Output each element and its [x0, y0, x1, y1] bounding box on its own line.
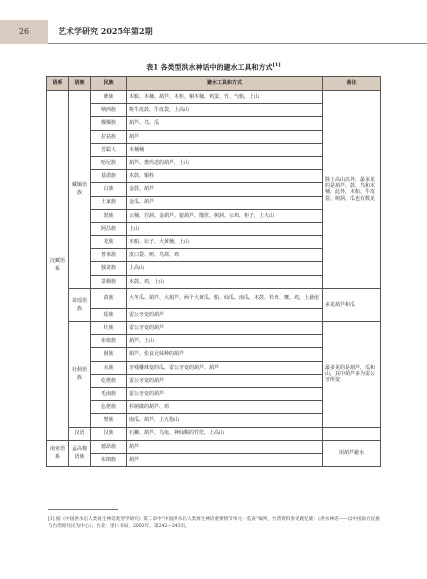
tools-cell: 金鼓、葫芦: [127, 183, 323, 196]
tools-cell: 葫芦、张良兄妹种的葫芦: [127, 348, 323, 361]
ethnicity-cell: 德昂族: [91, 440, 127, 453]
tools-cell: 葫芦: [127, 453, 323, 466]
tools-cell: 葫芦、奥玛送的葫芦，上山: [127, 156, 323, 169]
tools-cell: 杉树做的葫芦、鸡: [127, 401, 323, 414]
col-header-tools: 避水工具和方式: [127, 77, 323, 91]
ethnicity-cell: 汉族: [91, 427, 127, 440]
ethnicity-cell: 土家族: [91, 196, 127, 209]
tools-cell: 木鼓、鸡，上山: [127, 275, 323, 288]
ethnicity-cell: 哈尼族: [91, 156, 127, 169]
notes-cell-zhuangdong: 最多见的是葫芦，瓜和山，其中葫芦多为雷公牙所变: [323, 322, 381, 428]
col-header-notes: 备注: [323, 77, 381, 91]
flood-myth-table: [46, 76, 381, 467]
branch-cell-miaoyao: 苗瑶语族: [69, 288, 91, 321]
tools-cell: 皮口袋、树、鸟窝、鸡: [127, 249, 323, 262]
tools-cell: 葫芦: [127, 440, 323, 453]
ethnicity-cell: 壮族: [91, 322, 127, 335]
branch-cell-zangmian: 藏缅语族: [69, 91, 91, 289]
ethnicity-cell: 普米族: [91, 249, 127, 262]
table-row: [47, 440, 381, 453]
notes-cell-mengao: 用葫芦避水: [323, 440, 381, 466]
col-header-ethnicity: 民族: [91, 77, 127, 91]
ethnicity-cell: 景颇族: [91, 275, 127, 288]
ethnicity-cell: 布依族: [91, 335, 127, 348]
footnote-rule: [48, 509, 118, 510]
ethnicity-cell: 黎族: [91, 414, 127, 427]
col-header-family: 语系: [47, 77, 69, 91]
ethnicity-cell: 拉祜族: [91, 130, 127, 143]
table-row: [47, 322, 381, 335]
ethnicity-cell: 水族: [91, 361, 127, 374]
table-row: [47, 91, 381, 104]
tools-cell: 葫芦、鸟、瓜: [127, 117, 323, 130]
caption-footnote-mark: [1]: [272, 62, 281, 68]
table-row: [47, 427, 381, 440]
col-header-branch: 语族: [69, 77, 91, 91]
tools-cell: 雷公牙变的葫芦: [127, 308, 323, 321]
ethnicity-cell: 基诺族: [91, 170, 127, 183]
caption-text: 表1 各类型洪水神话中的避水工具和方式: [146, 62, 273, 72]
branch-cell-mengao: 孟高棉语族: [69, 440, 91, 466]
ethnicity-cell: 苦聪人: [91, 143, 127, 156]
ethnicity-cell: 彝族: [91, 91, 127, 104]
ethnicity-cell: 怒族: [91, 209, 127, 222]
notes-cell-zangmian: 除上高山以外，最多见的是葫芦，鼓、鸟和木桶，此外，木船、牛皮袋、树洞、瓜也有数见: [323, 91, 381, 289]
tools-cell: 木船、坛子、大黄桶，上山: [127, 236, 323, 249]
notes-cell-miaoyao: 多见葫芦和瓜: [323, 288, 381, 321]
tools-cell: 上山: [127, 222, 323, 235]
tools-cell: 葫芦: [127, 130, 323, 143]
ethnicity-cell: 傈僳族: [91, 117, 127, 130]
notes-cell-han: [323, 427, 381, 440]
journal-title: 艺术学研究 2025年第2期: [58, 26, 153, 36]
ethnicity-cell: 纳西族: [91, 104, 127, 117]
family-cell-nanya: 南亚语系: [47, 440, 69, 466]
ethnicity-cell: 布朗族: [91, 453, 127, 466]
ethnicity-cell: 仡佬族: [91, 374, 127, 387]
tools-cell: 石狮、葫芦、乌龟、神仙赐的竹筐，上高山: [127, 427, 323, 440]
page-header: [0, 0, 427, 44]
tools-cell: 云桶、岩洞、金葫芦、银葫芦、篾筐、树洞、公鸡、柜子，上大山: [127, 209, 323, 222]
tools-cell: 木鼓、铜栓: [127, 170, 323, 183]
tools-cell: 葫芦，上山: [127, 335, 323, 348]
tools-cell: 牙残雕珠变的瓜、雷公牙变的葫芦、葫芦: [127, 361, 323, 374]
tools-cell: 大冬瓜、葫芦、大葫芦、两个大黄瓜、船、仙瓜、南瓜、木鼓、杉舟、鹰、鸡，上悬崖: [127, 288, 323, 308]
ethnicity-cell: 白族: [91, 183, 127, 196]
family-cell-hanzang: 汉藏语系: [47, 91, 69, 441]
tools-cell: 雷公牙变的葫芦: [127, 387, 323, 400]
ethnicity-cell: 苗族: [91, 288, 127, 308]
footnote: [1] 据《中国洪水后人类再生神话类型学研究》第二章中“中国洪水后人类再生神话重要情节单元一览表”编列，台湾资料参见鹿忆鹿：《洪水神话——以中国南方民族与台湾原住民为中心》，台北：里仁书局，2002年，第242—243页。: [48, 517, 380, 530]
ethnicity-cell: 羌族: [91, 236, 127, 249]
page-number: 26: [0, 20, 48, 44]
branch-cell-zhuangdong: 壮侗语族: [69, 322, 91, 428]
ethnicity-cell: 侗族: [91, 348, 127, 361]
tools-cell: 木桶桶: [127, 143, 323, 156]
tools-cell: 金瓜、葫芦: [127, 196, 323, 209]
ethnicity-cell: 毛南族: [91, 387, 127, 400]
tools-cell: 雷公牙变的葫芦: [127, 374, 323, 387]
tools-cell: 南瓜、葫芦，上五指山: [127, 414, 323, 427]
branch-cell-han: 汉语: [69, 427, 91, 440]
header-rule: [48, 43, 427, 44]
tools-cell: 上高山: [127, 262, 323, 275]
table-row: [47, 288, 381, 308]
tools-cell: 雷公牙变的葫芦: [127, 322, 323, 335]
table-caption: [0, 62, 427, 72]
table-header-row: [47, 77, 381, 91]
ethnicity-cell: 独龙族: [91, 262, 127, 275]
tools-cell: 牦牛皮鼓、牛皮袋，上高山: [127, 104, 323, 117]
ethnicity-cell: 仫佬族: [91, 401, 127, 414]
ethnicity-cell: 瑶族: [91, 308, 127, 321]
tools-cell: 木船、木桶、葫芦、木柜、桐木桶、鸡蛋、竹、气船，上山: [127, 91, 323, 104]
ethnicity-cell: 阿昌族: [91, 222, 127, 235]
